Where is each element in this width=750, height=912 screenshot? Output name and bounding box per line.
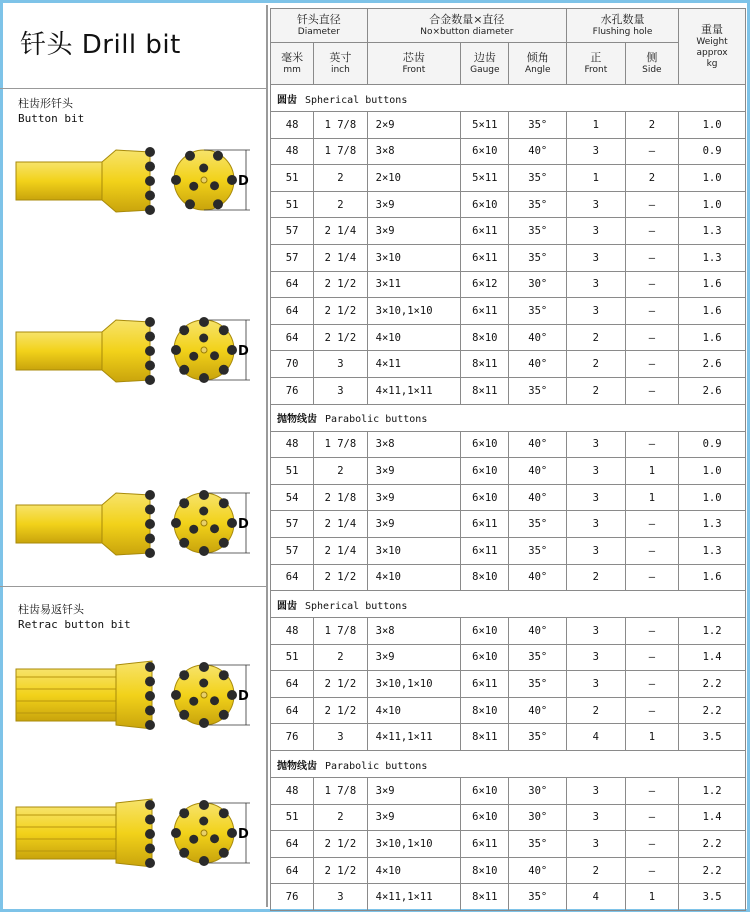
button-bit-drawing xyxy=(12,140,262,220)
group-header-row xyxy=(271,751,746,778)
header-fh-side: 侧 Side xyxy=(625,43,678,85)
table-row xyxy=(271,884,746,911)
cell-fh-side: 1 xyxy=(625,724,678,751)
cell-front: 3×10 xyxy=(367,537,461,564)
table-row xyxy=(271,271,746,298)
cell-front: 3×9 xyxy=(367,458,461,485)
cell-fh-front: 3 xyxy=(567,191,626,218)
cell-front: 4×11,1×11 xyxy=(367,884,461,911)
cell-inch: 1 7/8 xyxy=(314,778,367,805)
cell-inch: 2 1/2 xyxy=(314,324,367,351)
cell-weight: 1.2 xyxy=(679,778,746,805)
cell-fh-side: – xyxy=(625,191,678,218)
cell-weight: 0.9 xyxy=(679,431,746,458)
cell-fh-front: 3 xyxy=(567,804,626,831)
cell-weight: 2.2 xyxy=(679,857,746,884)
cell-angle: 35° xyxy=(509,377,567,404)
table-row xyxy=(271,644,746,671)
cell-fh-side: – xyxy=(625,697,678,724)
cell-fh-front: 3 xyxy=(567,671,626,698)
table-row xyxy=(271,191,746,218)
cell-fh-side: – xyxy=(625,804,678,831)
cell-inch: 2 xyxy=(314,804,367,831)
table-row xyxy=(271,537,746,564)
cell-inch: 2 1/2 xyxy=(314,564,367,591)
cell-angle: 40° xyxy=(509,138,567,165)
cell-gauge: 8×11 xyxy=(461,377,509,404)
section-label-cn: 柱齿形钎头 xyxy=(18,97,73,110)
cell-front: 3×9 xyxy=(367,218,461,245)
cell-weight: 2.6 xyxy=(679,377,746,404)
cell-fh-front: 3 xyxy=(567,644,626,671)
cell-angle: 40° xyxy=(509,857,567,884)
header-front: 芯齿 Front xyxy=(367,43,461,85)
group-name-en: Parabolic buttons xyxy=(325,414,428,426)
cell-inch: 2 1/2 xyxy=(314,271,367,298)
cell-fh-side: – xyxy=(625,244,678,271)
cell-mm: 64 xyxy=(271,831,314,858)
cell-mm: 57 xyxy=(271,537,314,564)
column-divider xyxy=(266,5,268,907)
table-row xyxy=(271,804,746,831)
cell-gauge: 8×11 xyxy=(461,351,509,378)
cell-mm: 48 xyxy=(271,618,314,645)
cell-fh-side: – xyxy=(625,298,678,325)
cell-fh-front: 2 xyxy=(567,697,626,724)
cell-front: 4×10 xyxy=(367,324,461,351)
cell-front: 3×10 xyxy=(367,244,461,271)
cell-gauge: 6×10 xyxy=(461,484,509,511)
cell-angle: 40° xyxy=(509,697,567,724)
cell-fh-side: – xyxy=(625,324,678,351)
cell-fh-side: – xyxy=(625,351,678,378)
header-buttons: 合金数量×直径 No×button diameter xyxy=(367,9,566,43)
cell-fh-front: 3 xyxy=(567,511,626,538)
button-bit-drawing xyxy=(12,310,262,390)
cell-weight: 1.6 xyxy=(679,324,746,351)
cell-mm: 51 xyxy=(271,458,314,485)
cell-fh-front: 3 xyxy=(567,778,626,805)
cell-fh-front: 3 xyxy=(567,244,626,271)
cell-mm: 64 xyxy=(271,324,314,351)
cell-inch: 3 xyxy=(314,884,367,911)
cell-inch: 1 7/8 xyxy=(314,138,367,165)
cell-angle: 35° xyxy=(509,884,567,911)
cell-inch: 2 1/4 xyxy=(314,244,367,271)
cell-weight: 3.5 xyxy=(679,724,746,751)
cell-inch: 3 xyxy=(314,351,367,378)
table-row xyxy=(271,564,746,591)
cell-gauge: 6×10 xyxy=(461,191,509,218)
cell-weight: 2.6 xyxy=(679,351,746,378)
cell-front: 4×10 xyxy=(367,564,461,591)
cell-weight: 1.3 xyxy=(679,537,746,564)
group-name-en: Spherical buttons xyxy=(305,600,408,612)
diameter-label: D xyxy=(238,827,249,842)
cell-fh-side: – xyxy=(625,377,678,404)
cell-mm: 57 xyxy=(271,244,314,271)
group-name-cn: 抛物线齿 xyxy=(277,414,317,426)
cell-weight: 1.3 xyxy=(679,244,746,271)
table-row xyxy=(271,778,746,805)
section-label-cn: 柱齿易返钎头 xyxy=(18,603,84,616)
cell-mm: 51 xyxy=(271,165,314,192)
cell-gauge: 6×11 xyxy=(461,244,509,271)
cell-gauge: 6×11 xyxy=(461,671,509,698)
table-row xyxy=(271,324,746,351)
table-row xyxy=(271,112,746,139)
cell-fh-front: 3 xyxy=(567,831,626,858)
cell-angle: 40° xyxy=(509,324,567,351)
cell-fh-side: – xyxy=(625,831,678,858)
cell-mm: 76 xyxy=(271,724,314,751)
cell-front: 2×9 xyxy=(367,112,461,139)
cell-fh-side: – xyxy=(625,644,678,671)
cell-gauge: 8×10 xyxy=(461,564,509,591)
cell-weight: 1.6 xyxy=(679,564,746,591)
cell-inch: 2 1/2 xyxy=(314,857,367,884)
cell-gauge: 6×11 xyxy=(461,218,509,245)
cell-front: 3×9 xyxy=(367,644,461,671)
cell-fh-side: 1 xyxy=(625,458,678,485)
group-header-row xyxy=(271,85,746,112)
cell-angle: 40° xyxy=(509,431,567,458)
cell-fh-front: 4 xyxy=(567,724,626,751)
cell-front: 3×10,1×10 xyxy=(367,831,461,858)
group-header-row xyxy=(271,404,746,431)
cell-front: 3×8 xyxy=(367,431,461,458)
group-header xyxy=(271,85,746,112)
cell-weight: 2.2 xyxy=(679,671,746,698)
cell-angle: 35° xyxy=(509,112,567,139)
cell-mm: 64 xyxy=(271,671,314,698)
cell-inch: 2 xyxy=(314,644,367,671)
cell-weight: 1.6 xyxy=(679,298,746,325)
cell-mm: 64 xyxy=(271,271,314,298)
table-row xyxy=(271,377,746,404)
cell-angle: 40° xyxy=(509,618,567,645)
cell-gauge: 5×11 xyxy=(461,165,509,192)
cell-front: 3×9 xyxy=(367,484,461,511)
cell-front: 4×11,1×11 xyxy=(367,377,461,404)
cell-gauge: 6×10 xyxy=(461,431,509,458)
table-row xyxy=(271,511,746,538)
cell-fh-side: 2 xyxy=(625,112,678,139)
group-name-cn: 圆齿 xyxy=(277,94,297,106)
cell-front: 3×9 xyxy=(367,191,461,218)
table-row xyxy=(271,218,746,245)
cell-angle: 40° xyxy=(509,564,567,591)
cell-fh-front: 1 xyxy=(567,165,626,192)
cell-fh-front: 2 xyxy=(567,351,626,378)
cell-gauge: 6×10 xyxy=(461,138,509,165)
group-name-en: Parabolic buttons xyxy=(325,760,428,772)
page-title: 钎头 Drill bit xyxy=(20,30,181,60)
cell-weight: 0.9 xyxy=(679,138,746,165)
cell-angle: 35° xyxy=(509,724,567,751)
table-row xyxy=(271,831,746,858)
cell-angle: 35° xyxy=(509,165,567,192)
cell-gauge: 5×11 xyxy=(461,112,509,139)
cell-angle: 35° xyxy=(509,218,567,245)
cell-front: 4×11,1×11 xyxy=(367,724,461,751)
cell-gauge: 8×10 xyxy=(461,324,509,351)
cell-fh-front: 2 xyxy=(567,377,626,404)
cell-inch: 2 1/4 xyxy=(314,511,367,538)
cell-fh-side: – xyxy=(625,671,678,698)
cell-fh-side: – xyxy=(625,218,678,245)
cell-weight: 1.6 xyxy=(679,271,746,298)
cell-inch: 2 1/4 xyxy=(314,537,367,564)
group-name-cn: 圆齿 xyxy=(277,600,297,612)
cell-mm: 51 xyxy=(271,644,314,671)
cell-fh-front: 3 xyxy=(567,458,626,485)
cell-angle: 40° xyxy=(509,351,567,378)
section-label-button-bit xyxy=(18,96,84,126)
cell-weight: 1.0 xyxy=(679,112,746,139)
cell-fh-side: – xyxy=(625,778,678,805)
cell-front: 3×9 xyxy=(367,804,461,831)
cell-fh-front: 2 xyxy=(567,857,626,884)
cell-fh-side: – xyxy=(625,138,678,165)
cell-fh-side: 1 xyxy=(625,884,678,911)
cell-gauge: 6×10 xyxy=(461,778,509,805)
cell-front: 2×10 xyxy=(367,165,461,192)
cell-gauge: 8×11 xyxy=(461,724,509,751)
cell-inch: 1 7/8 xyxy=(314,431,367,458)
cell-fh-side: – xyxy=(625,564,678,591)
table-row xyxy=(271,298,746,325)
cell-inch: 2 1/2 xyxy=(314,697,367,724)
cell-fh-side: – xyxy=(625,618,678,645)
cell-angle: 35° xyxy=(509,244,567,271)
cell-mm: 64 xyxy=(271,857,314,884)
cell-weight: 1.2 xyxy=(679,618,746,645)
cell-mm: 57 xyxy=(271,511,314,538)
cell-inch: 2 1/8 xyxy=(314,484,367,511)
cell-front: 4×11 xyxy=(367,351,461,378)
cell-inch: 3 xyxy=(314,724,367,751)
cell-weight: 1.3 xyxy=(679,218,746,245)
cell-gauge: 6×11 xyxy=(461,298,509,325)
cell-angle: 35° xyxy=(509,298,567,325)
table-row xyxy=(271,671,746,698)
cell-gauge: 6×10 xyxy=(461,618,509,645)
cell-fh-side: 2 xyxy=(625,165,678,192)
cell-gauge: 6×10 xyxy=(461,644,509,671)
drill-bit-spec-table xyxy=(270,8,746,911)
cell-mm: 48 xyxy=(271,138,314,165)
header-angle: 倾角 Angle xyxy=(509,43,567,85)
header-weight: 重量 Weight approx kg xyxy=(679,9,746,85)
header-diameter: 钎头直径 Diameter xyxy=(271,9,368,43)
cell-angle: 35° xyxy=(509,831,567,858)
cell-front: 3×10,1×10 xyxy=(367,671,461,698)
cell-fh-front: 2 xyxy=(567,324,626,351)
cell-gauge: 6×11 xyxy=(461,537,509,564)
cell-front: 4×10 xyxy=(367,697,461,724)
cell-inch: 2 1/4 xyxy=(314,218,367,245)
cell-fh-front: 2 xyxy=(567,564,626,591)
cell-mm: 51 xyxy=(271,191,314,218)
cell-angle: 35° xyxy=(509,511,567,538)
table-row xyxy=(271,244,746,271)
cell-inch: 2 xyxy=(314,458,367,485)
table-row xyxy=(271,351,746,378)
table-row xyxy=(271,458,746,485)
diameter-label: D xyxy=(238,174,249,189)
cell-front: 4×10 xyxy=(367,857,461,884)
cell-angle: 35° xyxy=(509,191,567,218)
cell-fh-side: – xyxy=(625,511,678,538)
cell-gauge: 6×10 xyxy=(461,804,509,831)
cell-front: 3×9 xyxy=(367,778,461,805)
cell-gauge: 8×10 xyxy=(461,697,509,724)
cell-angle: 30° xyxy=(509,804,567,831)
header-mm: 毫米 mm xyxy=(271,43,314,85)
cell-weight: 1.0 xyxy=(679,484,746,511)
cell-angle: 35° xyxy=(509,644,567,671)
cell-mm: 48 xyxy=(271,431,314,458)
cell-fh-front: 3 xyxy=(567,218,626,245)
cell-weight: 1.0 xyxy=(679,458,746,485)
cell-weight: 2.2 xyxy=(679,831,746,858)
cell-weight: 1.0 xyxy=(679,165,746,192)
group-name-cn: 抛物线齿 xyxy=(277,760,317,772)
cell-fh-side: – xyxy=(625,537,678,564)
table-row xyxy=(271,857,746,884)
cell-inch: 2 1/2 xyxy=(314,831,367,858)
table-row xyxy=(271,697,746,724)
cell-weight: 1.3 xyxy=(679,511,746,538)
cell-front: 3×11 xyxy=(367,271,461,298)
cell-fh-front: 3 xyxy=(567,431,626,458)
diameter-label: D xyxy=(238,344,249,359)
header-fh-front: 正 Front xyxy=(567,43,626,85)
cell-mm: 76 xyxy=(271,377,314,404)
cell-weight: 1.4 xyxy=(679,644,746,671)
cell-gauge: 6×11 xyxy=(461,831,509,858)
button-bit-drawing xyxy=(12,483,262,563)
cell-weight: 1.0 xyxy=(679,191,746,218)
cell-mm: 51 xyxy=(271,804,314,831)
header-flushing: 水孔数量 Flushing hole xyxy=(567,9,679,43)
cell-angle: 30° xyxy=(509,271,567,298)
cell-weight: 2.2 xyxy=(679,697,746,724)
cell-gauge: 8×10 xyxy=(461,857,509,884)
group-header xyxy=(271,404,746,431)
cell-front: 3×9 xyxy=(367,511,461,538)
cell-angle: 35° xyxy=(509,671,567,698)
cell-weight: 3.5 xyxy=(679,884,746,911)
cell-fh-side: – xyxy=(625,857,678,884)
cell-inch: 2 xyxy=(314,191,367,218)
cell-mm: 70 xyxy=(271,351,314,378)
table-row xyxy=(271,618,746,645)
cell-angle: 30° xyxy=(509,778,567,805)
cell-mm: 76 xyxy=(271,884,314,911)
cell-fh-front: 3 xyxy=(567,537,626,564)
header-inch: 英寸 inch xyxy=(314,43,367,85)
cell-gauge: 8×11 xyxy=(461,884,509,911)
cell-fh-side: – xyxy=(625,271,678,298)
table-row xyxy=(271,724,746,751)
section-divider xyxy=(0,88,266,89)
group-header xyxy=(271,751,746,778)
retrac-bit-drawing xyxy=(12,655,262,735)
section-divider xyxy=(0,586,266,587)
cell-fh-side: 1 xyxy=(625,484,678,511)
table-row xyxy=(271,431,746,458)
cell-inch: 1 7/8 xyxy=(314,618,367,645)
cell-fh-side: – xyxy=(625,431,678,458)
cell-mm: 64 xyxy=(271,298,314,325)
section-label-en: Retrac button bit xyxy=(18,618,131,631)
cell-fh-front: 3 xyxy=(567,298,626,325)
section-label-en: Button bit xyxy=(18,112,85,125)
diameter-label: D xyxy=(238,517,249,532)
retrac-bit-drawing xyxy=(12,793,262,873)
table-row xyxy=(271,138,746,165)
cell-gauge: 6×10 xyxy=(461,458,509,485)
cell-inch: 2 1/2 xyxy=(314,671,367,698)
cell-fh-front: 3 xyxy=(567,138,626,165)
cell-gauge: 6×12 xyxy=(461,271,509,298)
header-gauge: 边齿 Gauge xyxy=(461,43,509,85)
cell-mm: 48 xyxy=(271,778,314,805)
cell-mm: 54 xyxy=(271,484,314,511)
cell-mm: 64 xyxy=(271,697,314,724)
cell-inch: 2 1/2 xyxy=(314,298,367,325)
cell-mm: 48 xyxy=(271,112,314,139)
cell-fh-front: 1 xyxy=(567,112,626,139)
cell-inch: 1 7/8 xyxy=(314,112,367,139)
cell-mm: 57 xyxy=(271,218,314,245)
diameter-label: D xyxy=(238,689,249,704)
cell-weight: 1.4 xyxy=(679,804,746,831)
group-name-en: Spherical buttons xyxy=(305,94,408,106)
cell-fh-front: 3 xyxy=(567,618,626,645)
cell-front: 3×8 xyxy=(367,138,461,165)
cell-angle: 40° xyxy=(509,458,567,485)
cell-fh-front: 4 xyxy=(567,884,626,911)
table-row xyxy=(271,165,746,192)
cell-angle: 40° xyxy=(509,484,567,511)
section-label-retrac-bit xyxy=(18,602,131,632)
cell-mm: 64 xyxy=(271,564,314,591)
group-header-row xyxy=(271,591,746,618)
cell-angle: 35° xyxy=(509,537,567,564)
group-header xyxy=(271,591,746,618)
cell-fh-front: 3 xyxy=(567,484,626,511)
cell-fh-front: 3 xyxy=(567,271,626,298)
cell-gauge: 6×11 xyxy=(461,511,509,538)
cell-front: 3×8 xyxy=(367,618,461,645)
cell-inch: 2 xyxy=(314,165,367,192)
cell-front: 3×10,1×10 xyxy=(367,298,461,325)
cell-inch: 3 xyxy=(314,377,367,404)
table-row xyxy=(271,484,746,511)
